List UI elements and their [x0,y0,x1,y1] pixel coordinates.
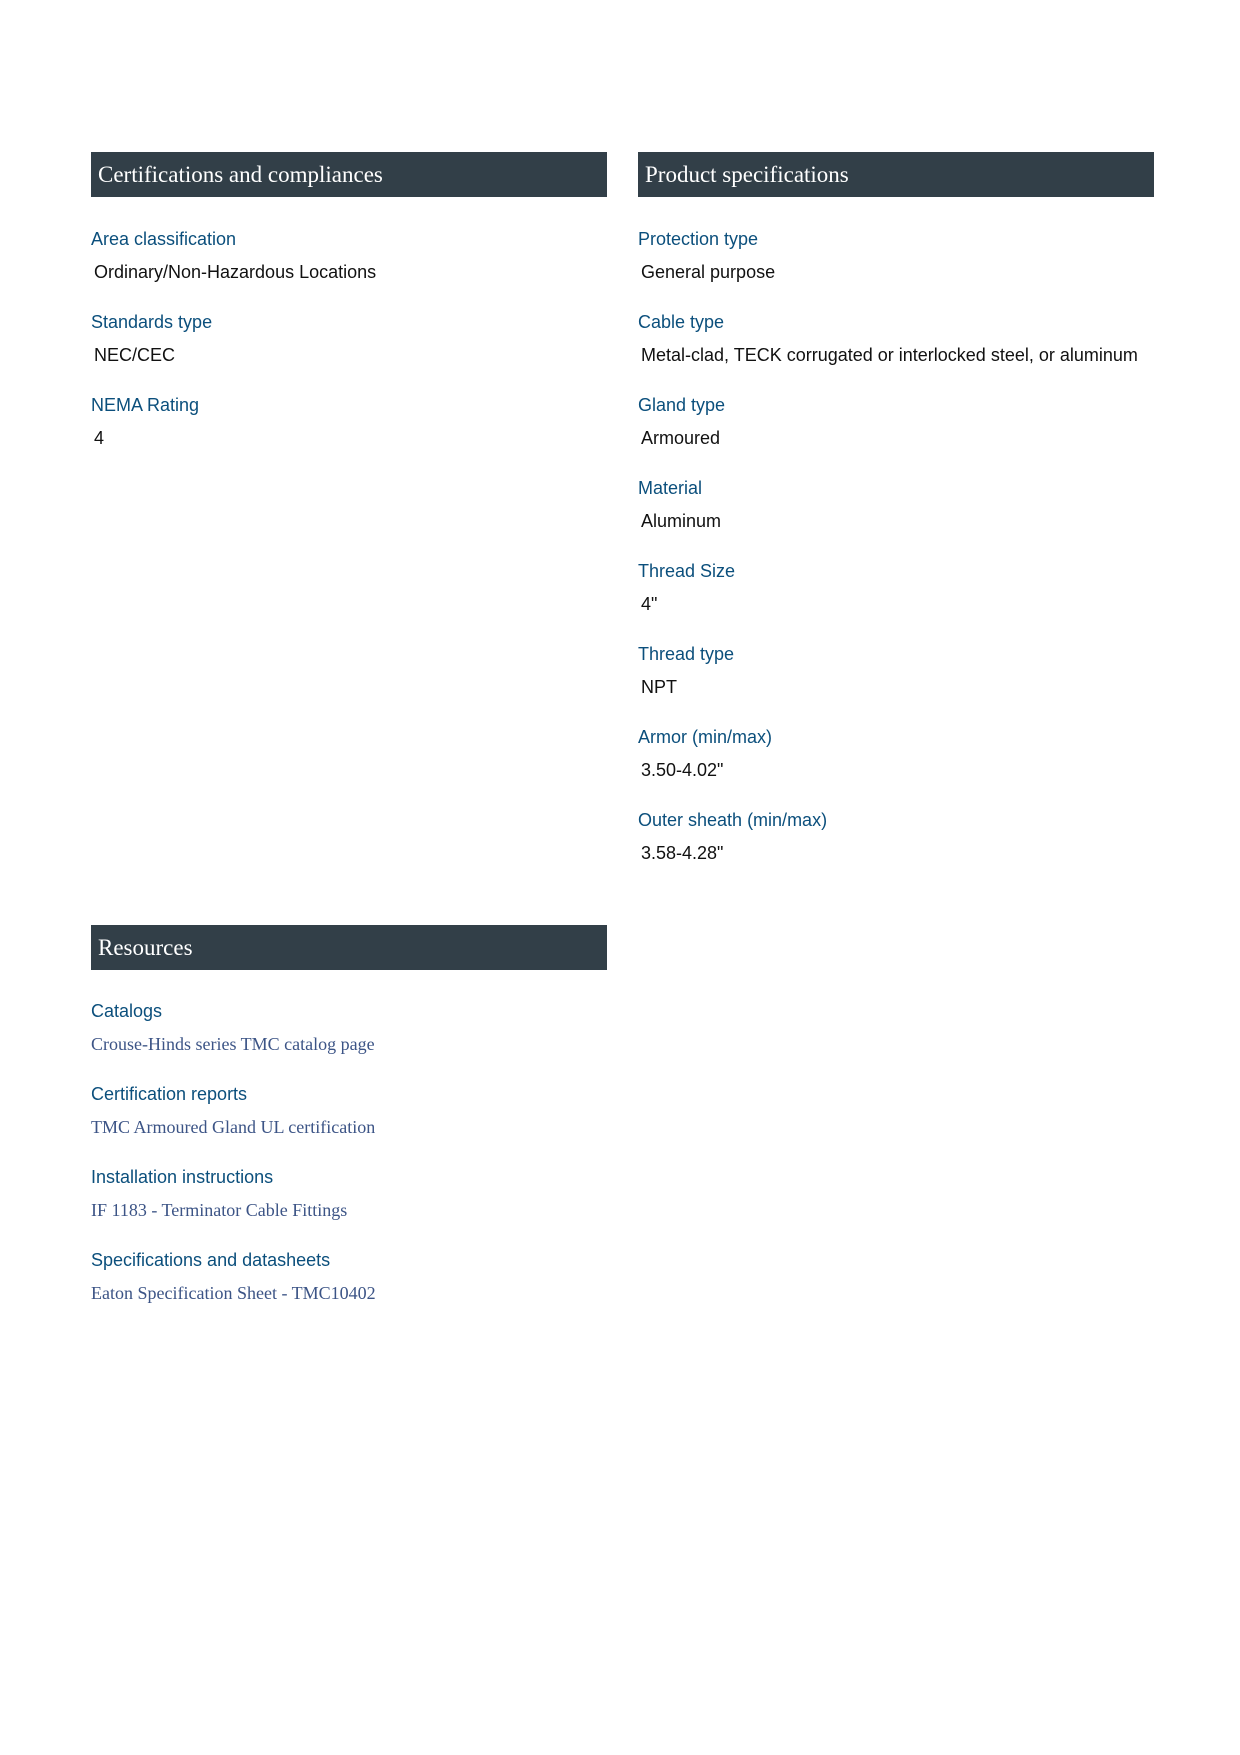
specifications-section [638,152,1154,892]
field-label: Protection type [638,229,759,249]
field-label: Outer sheath (min/max) [638,810,828,830]
field-value: NPT [641,677,677,697]
certifications-header: Certifications and compliances [91,152,607,197]
field-label: Standards type [91,312,213,332]
specifications-field-list [638,228,1154,892]
specifications-header: Product specifications [638,152,1154,197]
field-value: NEC/CEC [94,345,176,365]
resource-installation-instructions [91,1166,607,1249]
field-cable-type [638,311,1154,394]
resource-label: Specifications and datasheets [91,1250,331,1270]
field-value: Ordinary/Non-Hazardous Locations [94,262,377,282]
field-label: Cable type [638,312,725,332]
installation-instructions-link[interactable]: IF 1183 - Terminator Cable Fittings [91,1200,348,1220]
field-area-classification [91,228,607,311]
field-label: Thread type [638,644,735,664]
field-label: Armor (min/max) [638,727,772,747]
field-thread-size [638,560,1154,643]
resource-certification-reports [91,1083,607,1166]
field-outer-sheath-range [638,809,1154,892]
resources-list [91,1000,607,1332]
field-thread-type [638,643,1154,726]
field-value: 4 [94,428,105,448]
certifications-field-list [91,228,607,477]
field-label: Material [638,478,703,498]
field-value: 3.58-4.28" [641,843,724,863]
field-armor-range [638,726,1154,809]
catalog-page-link[interactable]: Crouse-Hinds series TMC catalog page [91,1034,375,1054]
field-gland-type [638,394,1154,477]
resources-section [91,925,607,1332]
field-value: 3.50-4.02" [641,760,724,780]
field-label: Area classification [91,229,237,249]
ul-certification-link[interactable]: TMC Armoured Gland UL certification [91,1117,376,1137]
field-value: Metal-clad, TECK corrugated or interlocked steel, or aluminum [641,345,1138,365]
certifications-section [91,152,607,477]
field-material [638,477,1154,560]
field-label: Gland type [638,395,726,415]
field-standards-type [91,311,607,394]
field-value: Armoured [641,428,721,448]
field-value: Aluminum [641,511,722,531]
field-protection-type [638,228,1154,311]
specification-sheet-link[interactable]: Eaton Specification Sheet - TMC10402 [91,1283,376,1303]
resource-catalogs [91,1000,607,1083]
resources-header: Resources [91,925,607,970]
resource-label: Certification reports [91,1084,248,1104]
field-nema-rating [91,394,607,477]
field-label: NEMA Rating [91,395,200,415]
field-label: Thread Size [638,561,736,581]
resource-label: Catalogs [91,1001,163,1021]
resource-label: Installation instructions [91,1167,274,1187]
field-value: 4" [641,594,658,614]
resource-specifications-datasheets [91,1249,607,1332]
field-value: General purpose [641,262,776,282]
